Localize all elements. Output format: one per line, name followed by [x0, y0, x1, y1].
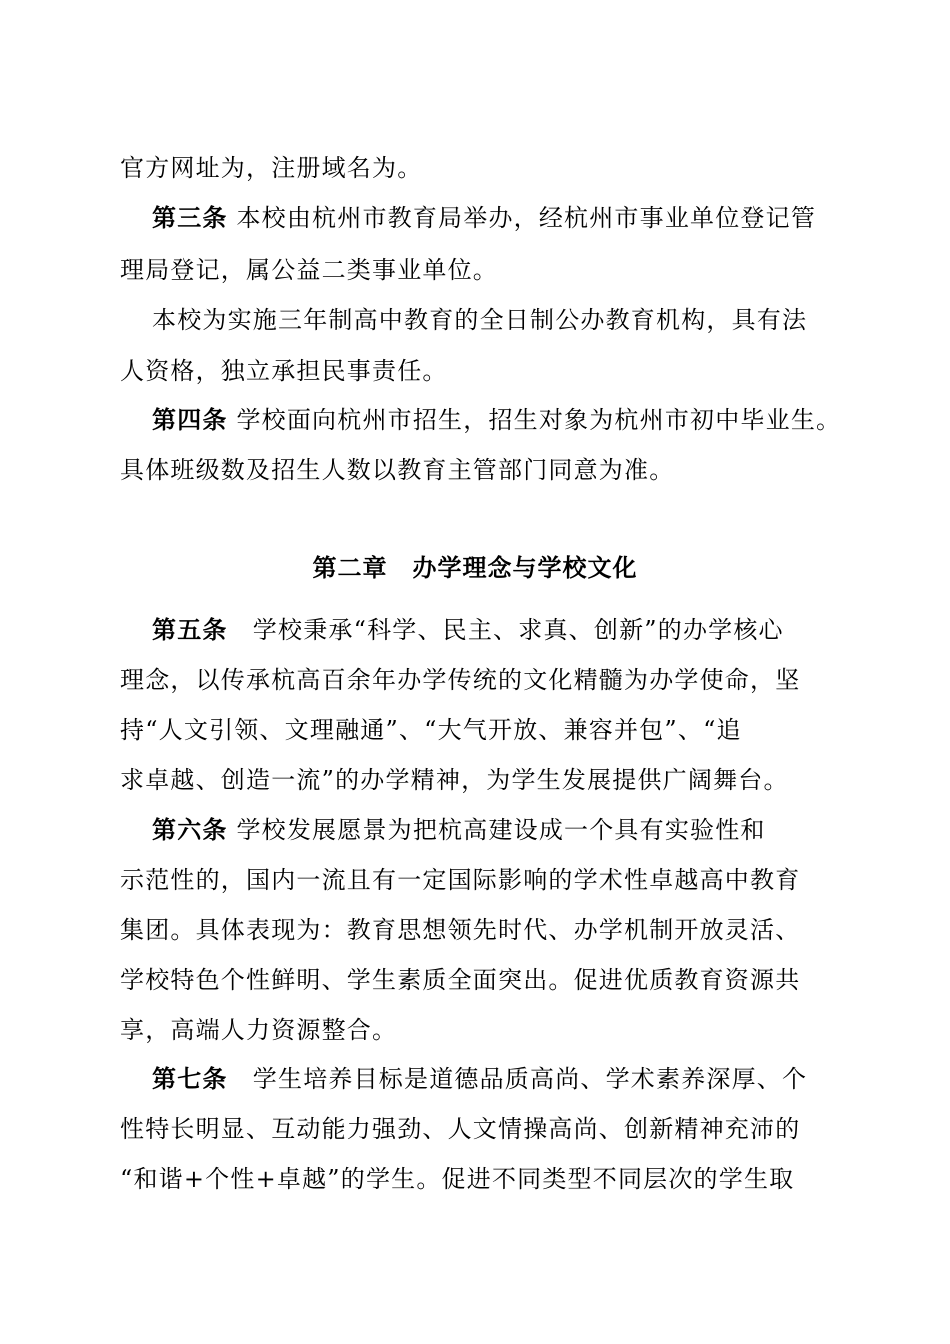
article-5-line: 第五条 学校秉承“科学、民主、求真、创新”的办学核心 [152, 616, 784, 644]
text-line: 性特长明显、互动能力强劲、人文情操高尚、创新精神充沛的 [120, 1115, 801, 1143]
article-label: 第四条 [152, 406, 228, 434]
article-label: 第三条 [152, 204, 228, 232]
article-6-line: 第六条 学校发展愿景为把杭高建设成一个具有实验性和 [152, 816, 766, 844]
article-3-line: 第三条 本校由杭州市教育局举办，经杭州市事业单位登记管 [152, 204, 817, 232]
chapter-heading: 第二章 办学理念与学校文化 [312, 554, 638, 582]
text-line: 官方网址为，注册域名为。 [120, 154, 423, 182]
text-line: “和谐+个性+卓越”的学生。促进不同类型不同层次的学生取 [120, 1165, 795, 1193]
article-4-line: 第四条 学校面向杭州市招生，招生对象为杭州市初中毕业生。 [152, 406, 842, 434]
text-line: 享，高端人力资源整合。 [120, 1016, 398, 1044]
text-line: 求卓越、创造一流”的办学精神，为学生发展提供广阔舞台。 [120, 766, 789, 794]
text-line: 本校为实施三年制高中教育的全日制公办教育机构，具有法 [152, 306, 808, 334]
text-line: 示范性的，国内一流且有一定国际影响的学术性卓越高中教育 [120, 866, 801, 894]
text-line: 学校特色个性鲜明、学生素质全面突出。促进优质教育资源共 [120, 966, 801, 994]
text-line: 集团。具体表现为：教育思想领先时代、办学机制开放灵活、 [120, 916, 801, 944]
text-line: 具体班级数及招生人数以教育主管部门同意为准。 [120, 456, 675, 484]
text-line: 理局登记，属公益二类事业单位。 [120, 256, 498, 284]
text-line: 持“人文引领、文理融通”、“大气开放、兼容并包”、“追 [120, 716, 742, 744]
text-line: 人资格，独立承担民事责任。 [120, 357, 448, 385]
article-label: 第五条 [152, 616, 228, 644]
article-7-line: 第七条 学生培养目标是道德品质高尚、学术素养深厚、个 [152, 1065, 808, 1093]
article-label: 第六条 [152, 816, 228, 844]
article-label: 第七条 [152, 1065, 228, 1093]
text-line: 理念，以传承杭高百余年办学传统的文化精髓为办学使命，坚 [120, 666, 801, 694]
